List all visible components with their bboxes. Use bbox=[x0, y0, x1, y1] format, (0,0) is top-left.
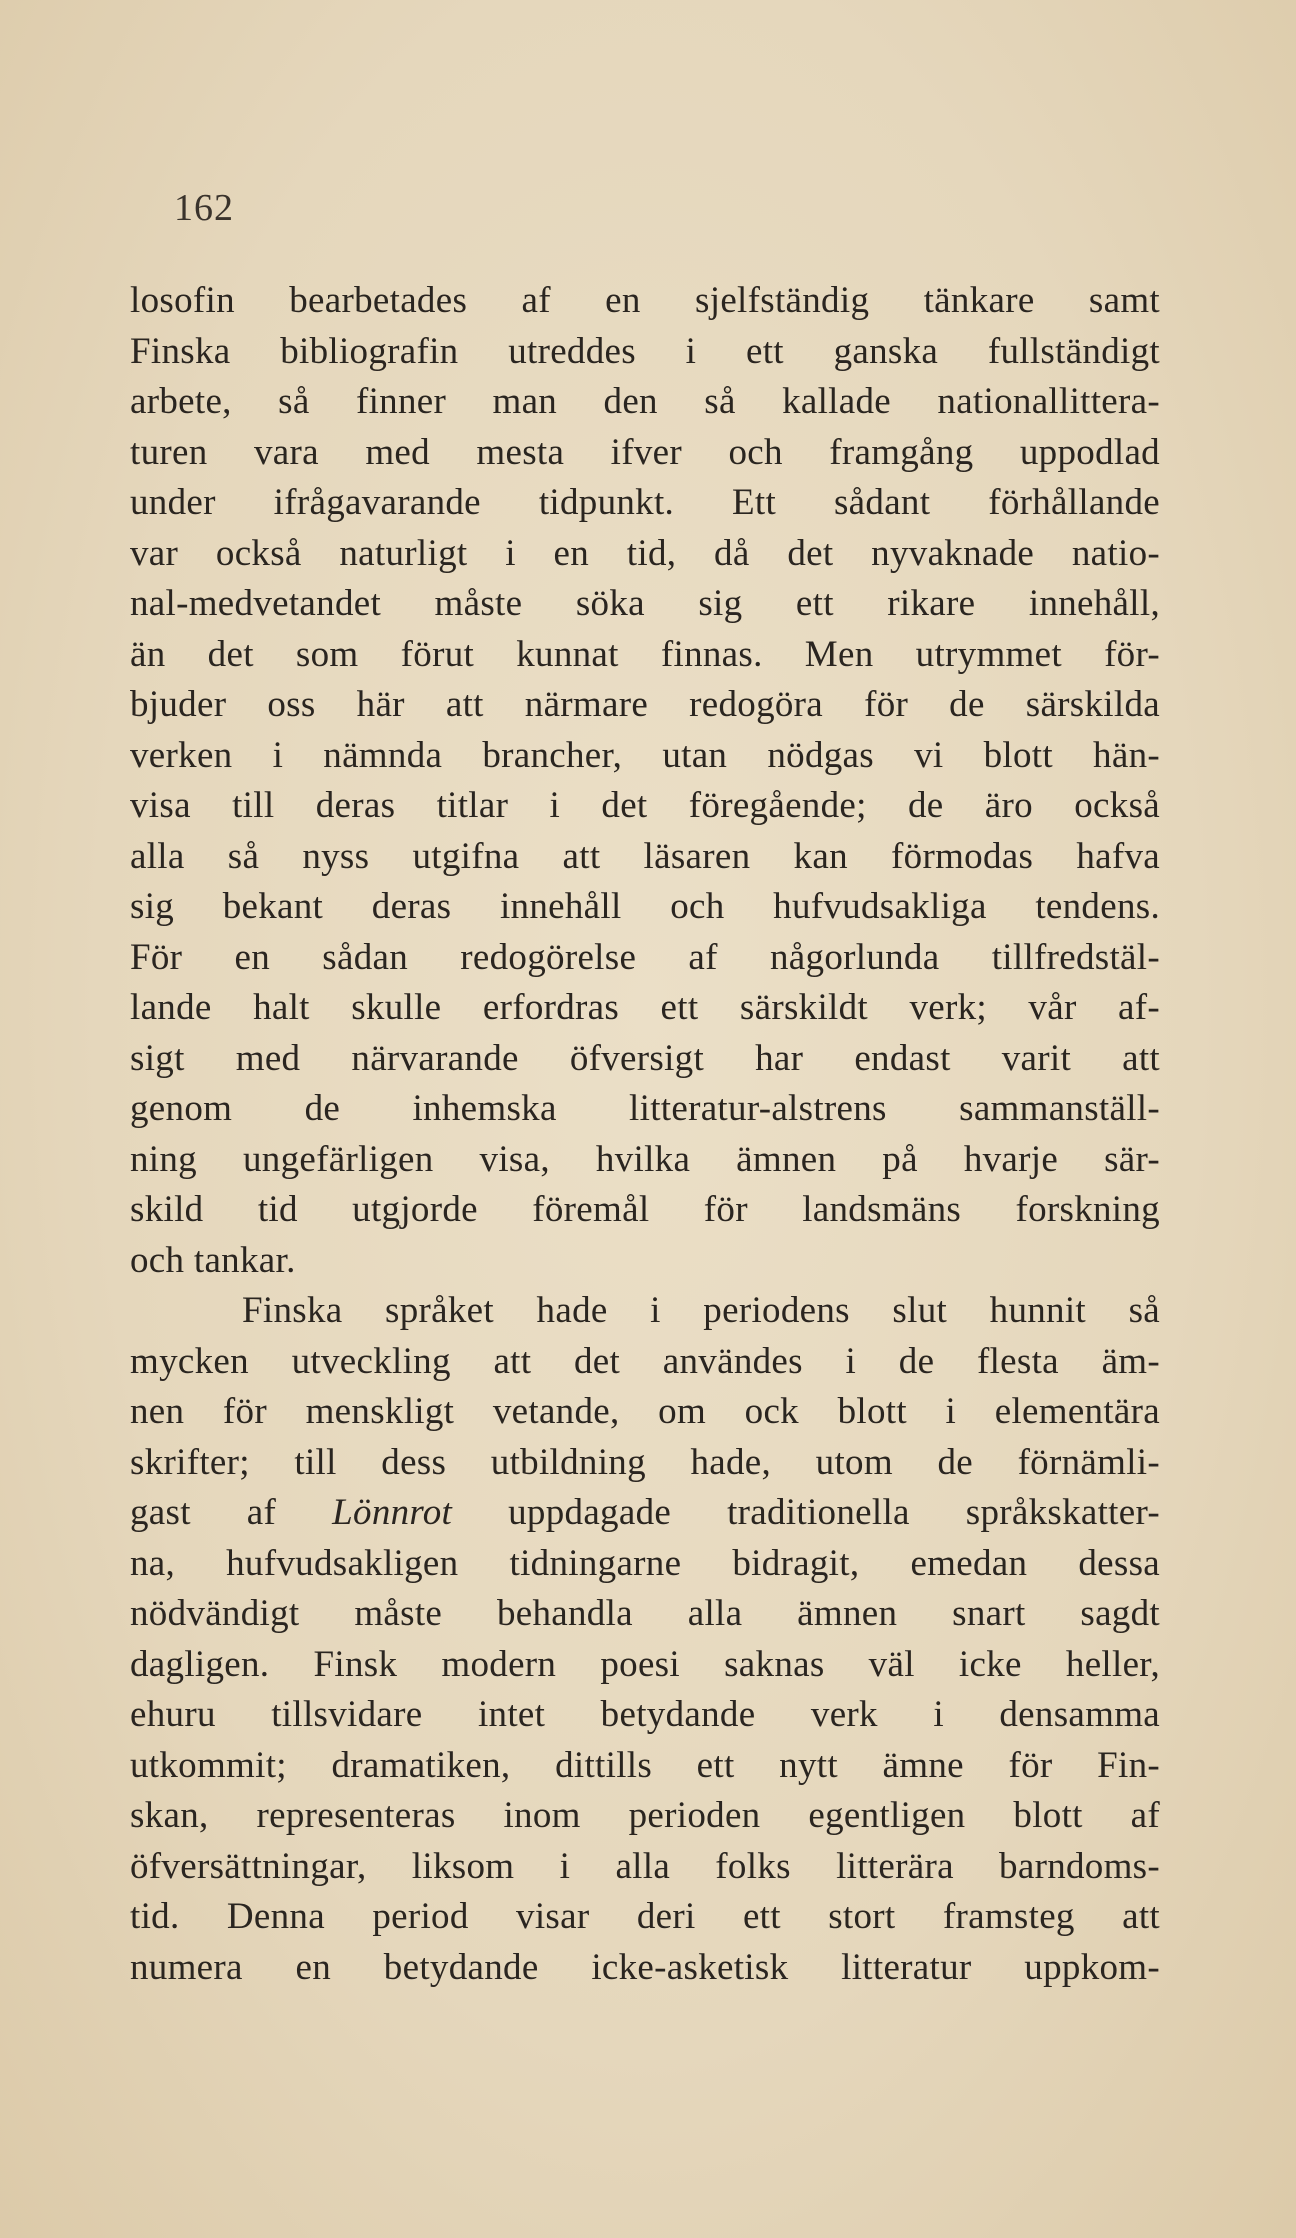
text-line: under ifrågavarande tidpunkt. Ett sådant förhållande bbox=[130, 482, 1160, 523]
text-line: öfversättningar, liksom i alla folks litterära barndoms- bbox=[130, 1845, 1160, 1887]
page-number: 162 bbox=[174, 187, 234, 229]
text-line: skan, representeras inom perioden egentligen blott af bbox=[130, 1795, 1160, 1836]
text-line: visa till deras titlar i det föregående; de äro också bbox=[130, 785, 1160, 826]
text-line: ehuru tillsvidare intet betydande verk i densamma bbox=[130, 1694, 1160, 1735]
text-line: Finska bibliografin utreddes i ett ganska fullständigt bbox=[130, 330, 1160, 372]
text-line: mycken utveckling att det användes i de flesta äm- bbox=[130, 1340, 1160, 1382]
text-line: sigt med närvarande öfversigt har endast varit att bbox=[130, 1037, 1160, 1079]
text-line: dagligen. Finsk modern poesi saknas väl icke heller, bbox=[130, 1643, 1160, 1685]
text-line: skrifter; till dess utbildning hade, utom de förnämli- bbox=[130, 1441, 1160, 1483]
text-line: numera en betydande icke-asketisk litteratur uppkom- bbox=[130, 1946, 1160, 1988]
text-line: losofin bearbetades af en sjelfständig tänkare samt bbox=[130, 280, 1160, 321]
text-line: nödvändigt måste behandla alla ämnen snart sagdt bbox=[130, 1593, 1160, 1634]
text-line: genom de inhemska litteratur-alstrens sammanställ- bbox=[130, 1088, 1160, 1129]
text-line: skild tid utgjorde föremål för landsmäns forskning bbox=[130, 1189, 1160, 1230]
text-line: ning ungefärligen visa, hvilka ämnen på hvarje sär- bbox=[130, 1138, 1160, 1180]
text-line: nal-medvetandet måste söka sig ett rikare innehåll, bbox=[130, 583, 1160, 624]
paragraph-start-line: Finska språket hade i periodens slut hunnit så bbox=[242, 1290, 1160, 1331]
text-line: alla så nyss utgifna att läsaren kan förmodas hafva bbox=[130, 835, 1160, 877]
line-text: gast af bbox=[130, 1492, 333, 1533]
text-line: För en sådan redogörelse af någorlunda tillfredstäl- bbox=[130, 936, 1160, 978]
text-line: lande halt skulle erfordras ett särskildt verk; vår af- bbox=[130, 987, 1160, 1028]
text-line: utkommit; dramatiken, dittills ett nytt ämne för Fin- bbox=[130, 1744, 1160, 1786]
text-line: än det som förut kunnat finnas. Men utrymmet för- bbox=[130, 633, 1160, 675]
text-line: verken i nämnda brancher, utan nödgas vi blott hän- bbox=[130, 734, 1160, 776]
body-text bbox=[130, 276, 1160, 1993]
text-line: nen för menskligt vetande, om ock blott i elementära bbox=[130, 1391, 1160, 1432]
text-line: na, hufvudsakligen tidningarne bidragit, emedan dessa bbox=[130, 1542, 1160, 1584]
text-line: turen vara med mesta ifver och framgång uppodlad bbox=[130, 431, 1160, 473]
author-name-italic: Lönnrot bbox=[332, 1492, 453, 1533]
text-line: tid. Denna period visar deri ett stort framsteg att bbox=[130, 1896, 1160, 1937]
text-line: sig bekant deras innehåll och hufvudsakliga tendens. bbox=[130, 886, 1160, 927]
text-line-with-name bbox=[130, 1488, 1160, 1539]
line-text: uppdagade traditionella språkskatter- bbox=[452, 1492, 1160, 1533]
paragraph-end-line: och tankar. bbox=[130, 1239, 296, 1281]
text-line: arbete, så finner man den så kallade nationallittera- bbox=[130, 381, 1160, 422]
text-line: bjuder oss här att närmare redogöra för de särskilda bbox=[130, 684, 1160, 725]
text-line: var också naturligt i en tid, då det nyvaknade natio- bbox=[130, 532, 1160, 574]
